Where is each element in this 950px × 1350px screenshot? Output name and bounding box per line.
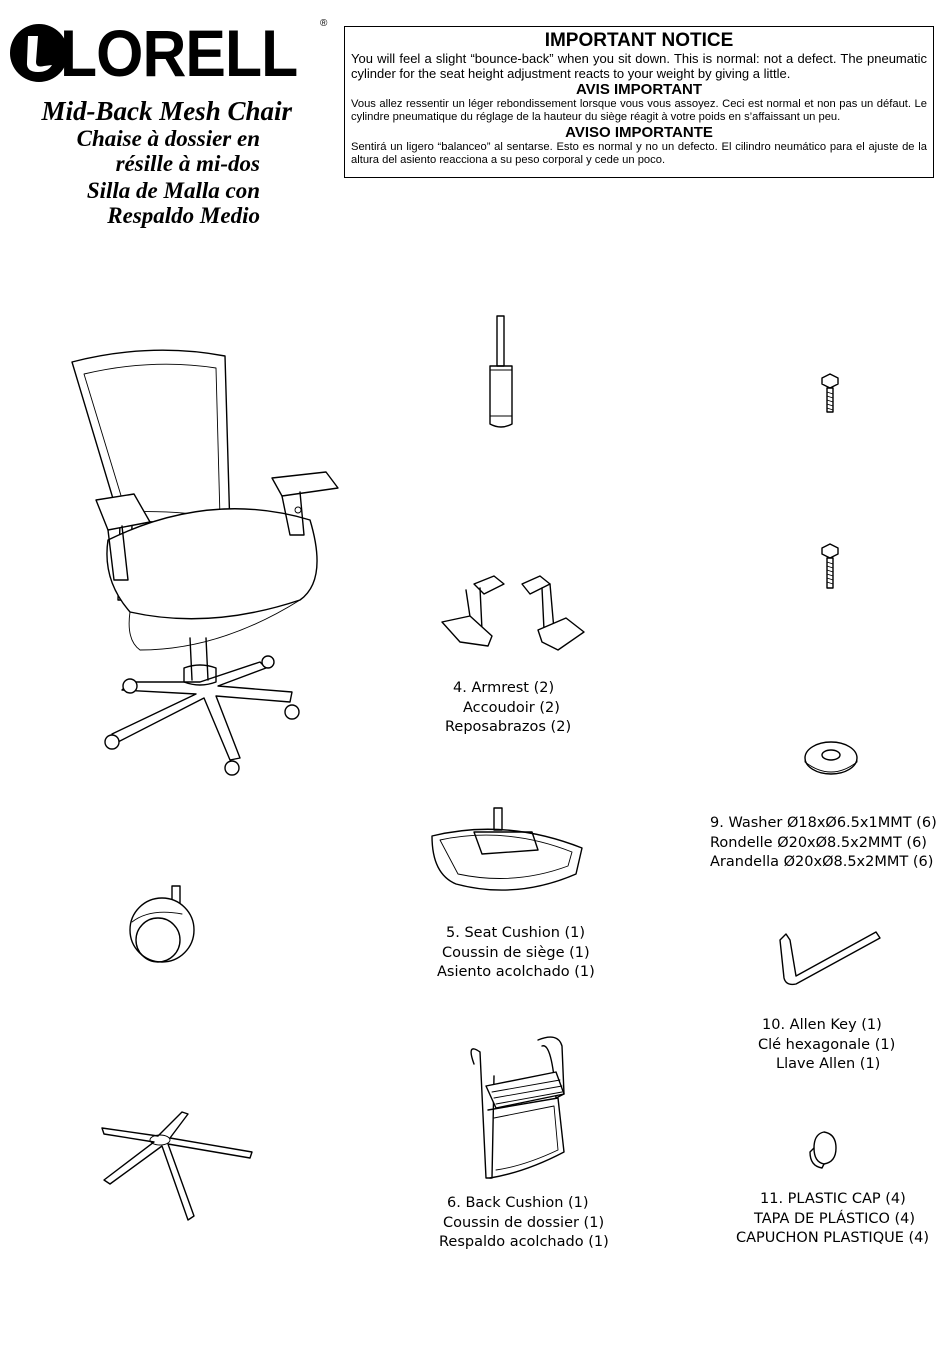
short-bolt-icon: [818, 542, 842, 592]
notice-heading-french: AVIS IMPORTANT: [575, 81, 703, 98]
washer-label-en: 9. Washer Ø18xØ6.5x1MMT (6): [710, 815, 937, 831]
brand-name: LORELL: [60, 16, 298, 90]
brand-logo: [8, 18, 328, 88]
notice-heading-spanish: AVISO IMPORTANTE: [565, 124, 713, 141]
seat-cushion-illustration: [426, 804, 586, 900]
seat-label-es: Asiento acolchado (1): [437, 964, 595, 980]
washer-label-es: Arandella Ø20xØ8.5x2MMT (6): [710, 854, 934, 870]
back-cushion-caption: [439, 1194, 609, 1253]
cap-label-fr: CAPUCHON PLASTIQUE (4): [736, 1230, 930, 1246]
gas-cylinder-illustration: [486, 312, 516, 432]
seat-label-en: 5. Seat Cushion (1): [446, 925, 586, 941]
back-cushion-illustration: [466, 1032, 582, 1184]
title-french-line2: résille à mi-dos: [115, 151, 260, 176]
seat-label-fr: Coussin de siège (1): [442, 944, 590, 961]
back-label-en: 6. Back Cushion (1): [447, 1195, 589, 1211]
cap-label-en: 11. PLASTIC CAP (4): [760, 1191, 906, 1207]
long-bolt-icon: [818, 372, 842, 416]
notice-text-french: Vous allez ressentir un léger rebondissement lorsque vous vous assoyez. Ceci est normal et non pas un défaut. Le cylindre pneumatique du réglage de la hauteur du siège réagit à votre poids en s’affaissant un peu.: [351, 98, 927, 123]
assembled-chair-illustration: [60, 350, 350, 780]
back-label-fr: Coussin de dossier (1): [443, 1214, 605, 1231]
plastic-cap-icon: [808, 1130, 840, 1170]
armrest-label-es: Reposabrazos (2): [445, 719, 572, 735]
washer-label-fr: Rondelle Ø20xØ8.5x2MMT (6): [710, 834, 927, 851]
title-english: Mid-Back Mesh Chair: [41, 96, 292, 126]
title-spanish-line1: Silla de Malla con: [86, 178, 260, 203]
allen-label-fr: Clé hexagonale (1): [758, 1036, 896, 1053]
washer-caption: [710, 814, 937, 873]
plastic-cap-caption: [736, 1190, 930, 1249]
back-label-es: Respaldo acolchado (1): [439, 1234, 609, 1250]
allen-label-en: 10. Allen Key (1): [762, 1017, 882, 1033]
product-title-block: [0, 96, 292, 228]
title-french-line1: Chaise à dossier en: [76, 126, 260, 151]
armrest-label-en: 4. Armrest (2): [453, 680, 555, 696]
allen-label-es: Llave Allen (1): [776, 1056, 881, 1072]
armrests-illustration: [438, 570, 588, 654]
caster-wheel-illustration: [122, 882, 202, 972]
important-notice-box: [344, 26, 934, 178]
title-spanish-line2: Respaldo Medio: [107, 203, 260, 228]
washer-icon: [802, 736, 862, 780]
cap-label-es: TAPA DE PLÁSTICO (4): [754, 1210, 916, 1227]
armrest-caption: [445, 679, 572, 738]
star-base-illustration: [96, 1108, 256, 1228]
registered-mark: ®: [320, 18, 328, 29]
seat-cushion-caption: [437, 924, 595, 983]
notice-heading-english: IMPORTANT NOTICE: [544, 30, 734, 51]
allen-key-icon: [776, 926, 882, 988]
notice-text-english: You will feel a slight “bounce-back” when you sit down. This is normal: not a defect. The pneumatic cylinder for the seat height adjustment reacts to your weight by giving a little.: [351, 51, 927, 81]
notice-text-spanish: Sentirá un ligero “balanceo” al sentarse. Esto es normal y no un defecto. El cilindro neumático para el ajuste de la altura del asiento reacciona a su peso corporal y cede un poco.: [351, 141, 927, 166]
armrest-label-fr: Accoudoir (2): [463, 699, 560, 716]
allen-key-caption: [758, 1016, 896, 1075]
